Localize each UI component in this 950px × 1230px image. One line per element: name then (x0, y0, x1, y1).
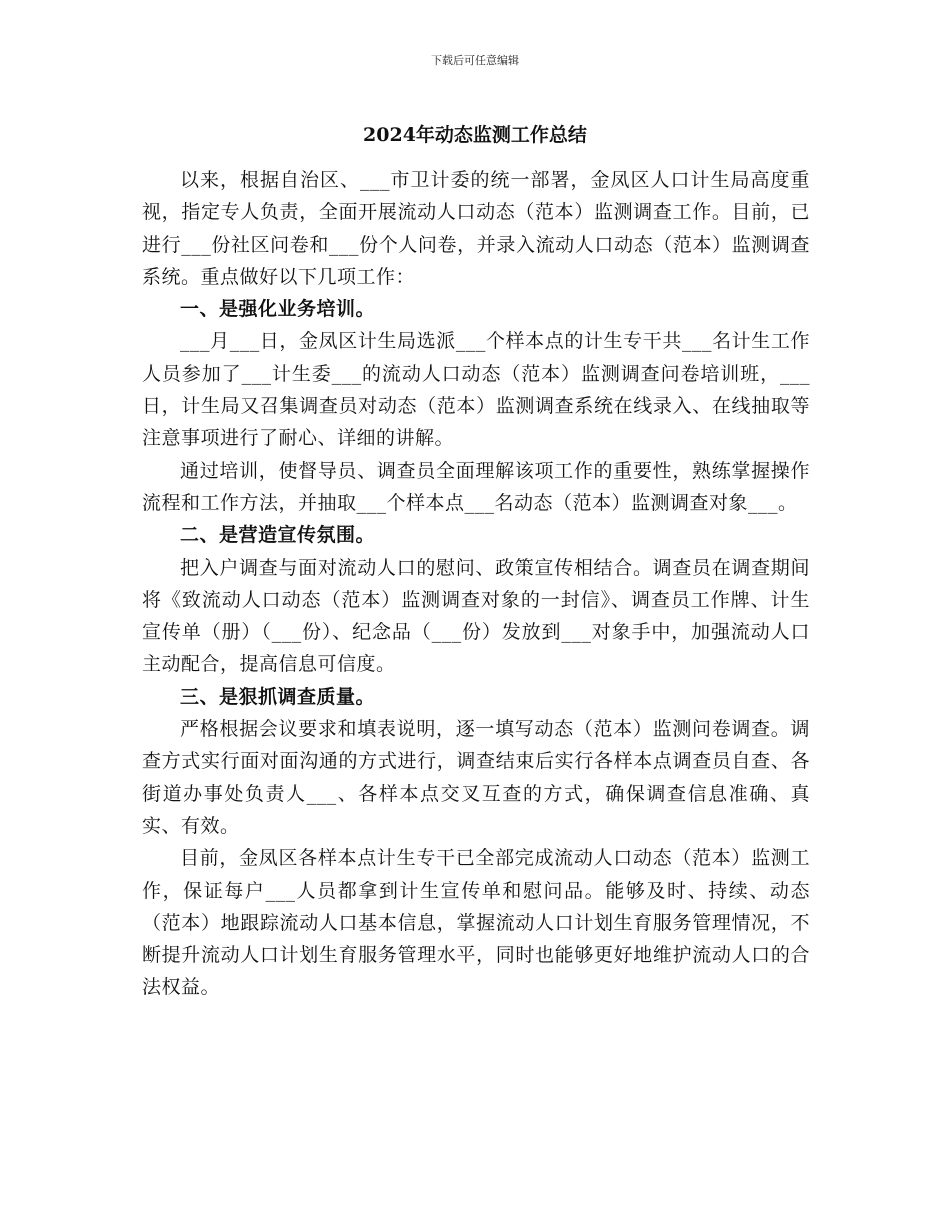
quality-paragraph: 严格根据会议要求和填表说明，逐一填写动态（范本）监测问卷调查。调查方式实行面对面沟通的方式进行，调查结束后实行各样本点调查员自查、各街道办事处负责人___、各样本点交叉互查的方式，确保调查信息准确、真实、有效。 (142, 718, 810, 837)
training-paragraph-2: 通过培训，使督导员、调查员全面理解该项工作的重要性，熟练掌握操作流程和工作方法，并抽取___个样本点___名动态（范本）监测调查对象___。 (142, 459, 810, 514)
intro-paragraph: 以来，根据自治区、___市卫计委的统一部署，金凤区人口计生局高度重视，指定专人负责，全面开展流动人口动态（范本）监测调查工作。目前，已进行___份社区问卷和___份个人问卷，并录入流动人口动态（范本）监测调查系统。重点做好以下几项工作： (142, 169, 810, 288)
publicity-paragraph: 把入户调查与面对流动人口的慰问、政策宣传相结合。调查员在调查期间将《致流动人口动态（范本）监测调查对象的一封信》、调查员工作牌、计生宣传单（册）（___份）、纪念品（___份）发放到___对象手中，加强流动人口主动配合，提高信息可信度。 (142, 556, 810, 676)
conclusion-paragraph: 目前，金凤区各样本点计生专干已全部完成流动人口动态（范本）监测工作，保证每户___人员都拿到计生宣传单和慰问品。能够及时、持续、动态（范本）地跟踪流动人口基本信息，掌握流动人口计划生育服务管理情况，不断提升流动人口计划生育服务管理水平，同时也能够更好地维护流动人口的合法权益。 (142, 847, 810, 999)
section-heading-training: 一、是强化业务培训。 (180, 298, 376, 321)
section-heading-quality: 三、是狠抓调查质量。 (180, 685, 376, 708)
document-body (142, 164, 810, 1004)
training-paragraph-1: ___月___日，金凤区计生局选派___个样本点的计生专干共___名计生工作人员参加了___计生委___的流动人口动态（范本）监测调查问卷培训班，___日，计生局又召集调查员对动态（范本）监测调查系统在线录入、在线抽取等注意事项进行了耐心、详细的讲解。 (142, 330, 810, 450)
document-title: 2024年动态监测工作总结 (363, 124, 587, 146)
header-note: 下载后可任意编辑 (431, 54, 519, 67)
section-heading-publicity: 二、是营造宣传氛围。 (180, 524, 376, 547)
